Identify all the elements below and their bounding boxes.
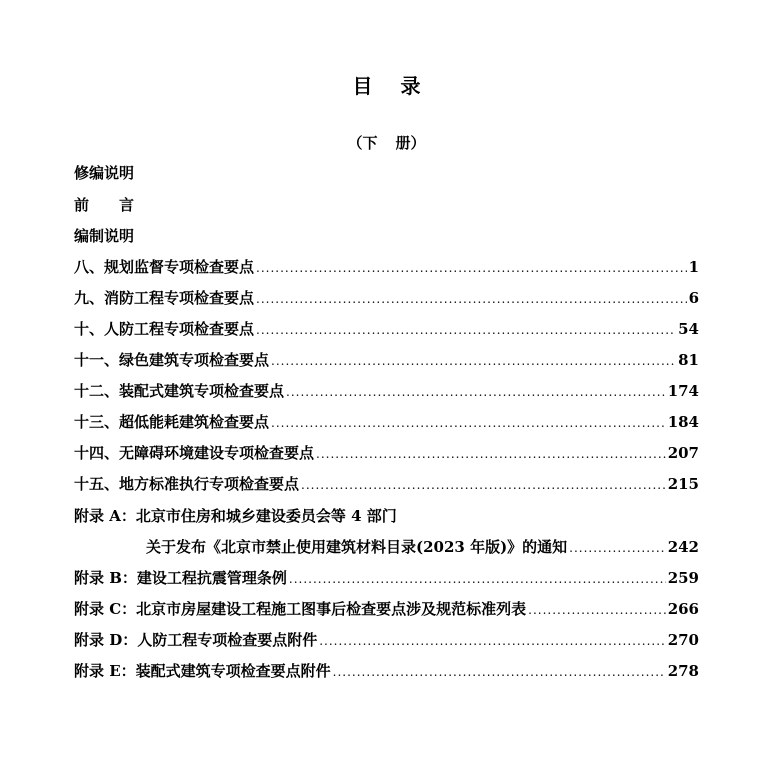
toc-entry-label: 附录 E：装配式建筑专项检查要点附件 [74,662,331,680]
toc-entry-label: 关于发布《北京市禁止使用建筑材料目录(2023 年版)》的通知 [146,538,568,556]
leader-dots [271,354,676,368]
toc-item-revision-note[interactable]: 修编说明 [74,164,135,182]
toc-entry-appendix[interactable] [74,629,699,651]
toc-entry-label: 附录 B：建设工程抗震管理条例 [74,569,287,587]
leader-dots [256,323,676,337]
toc-entry-label: 附录 D：人防工程专项检查要点附件 [74,631,318,649]
toc-entry-label: 十四、无障碍环境建设专项检查要点 [74,444,315,462]
leader-dots [333,665,666,679]
toc-entry-page: 278 [667,662,699,680]
leader-dots [528,603,666,617]
page-title [0,70,773,99]
leader-dots [256,261,687,275]
toc-entry[interactable] [74,318,699,340]
foreword-right: 言 [119,196,135,214]
toc-entry[interactable] [74,411,699,433]
leader-dots [301,478,666,492]
title-char-left: 目 [352,74,373,98]
toc-entry-page: 184 [667,413,699,431]
toc-entry-page: 266 [667,600,699,618]
leader-dots [569,541,666,555]
toc-entry-page: 174 [667,382,699,400]
toc-entry-page: 270 [667,631,699,649]
toc-entry-page: 81 [678,351,699,369]
toc-entry-appendix[interactable] [74,598,699,620]
leader-dots [289,572,666,586]
toc-entry-page: 242 [667,538,699,556]
toc-entry[interactable] [74,256,699,278]
leader-dots [316,447,666,461]
toc-entry-label: 十三、超低能耗建筑检查要点 [74,413,270,431]
toc-entry[interactable] [74,442,699,464]
subtitle-right: 册） [395,134,426,152]
leader-dots [319,634,665,648]
toc-item-foreword[interactable] [74,194,134,215]
toc-entry-page: 215 [667,475,699,493]
toc-entry-label: 十五、地方标准执行专项检查要点 [74,475,300,493]
toc-entry-appendix[interactable] [74,660,699,682]
toc-entry-label: 八、规划监督专项检查要点 [74,258,255,276]
toc-entry-appendix-a[interactable] [146,536,699,558]
toc-entry[interactable] [74,349,699,371]
toc-entry-label: 附录 C：北京市房屋建设工程施工图事后检查要点涉及规范标准列表 [74,600,527,618]
toc-entry[interactable] [74,473,699,495]
toc-entry-page: 6 [688,289,699,307]
leader-dots [271,416,666,430]
toc-entry-appendix[interactable] [74,567,699,589]
title-char-right: 录 [400,74,421,98]
appendix-a-first-line[interactable]: 附录 A：北京市住房和城乡建设委员会等 4 部门 [74,507,397,525]
subtitle-left: （下 [347,134,378,152]
toc-entry-label: 十二、装配式建筑专项检查要点 [74,382,285,400]
foreword-left: 前 [74,196,90,214]
leader-dots [256,292,687,306]
toc-entry[interactable] [74,287,699,309]
toc-entry-page: 259 [667,569,699,587]
toc-entry-label: 九、消防工程专项检查要点 [74,289,255,307]
volume-subtitle [0,132,773,153]
toc-entry-page: 207 [667,444,699,462]
toc-entry-label: 十一、绿色建筑专项检查要点 [74,351,270,369]
toc-entry-page: 54 [678,320,699,338]
toc-entry-label: 十、人防工程专项检查要点 [74,320,255,338]
toc-item-compilation-note[interactable]: 编制说明 [74,227,135,245]
toc-entry[interactable] [74,380,699,402]
leader-dots [286,385,666,399]
toc-entry-page: 1 [688,258,699,276]
